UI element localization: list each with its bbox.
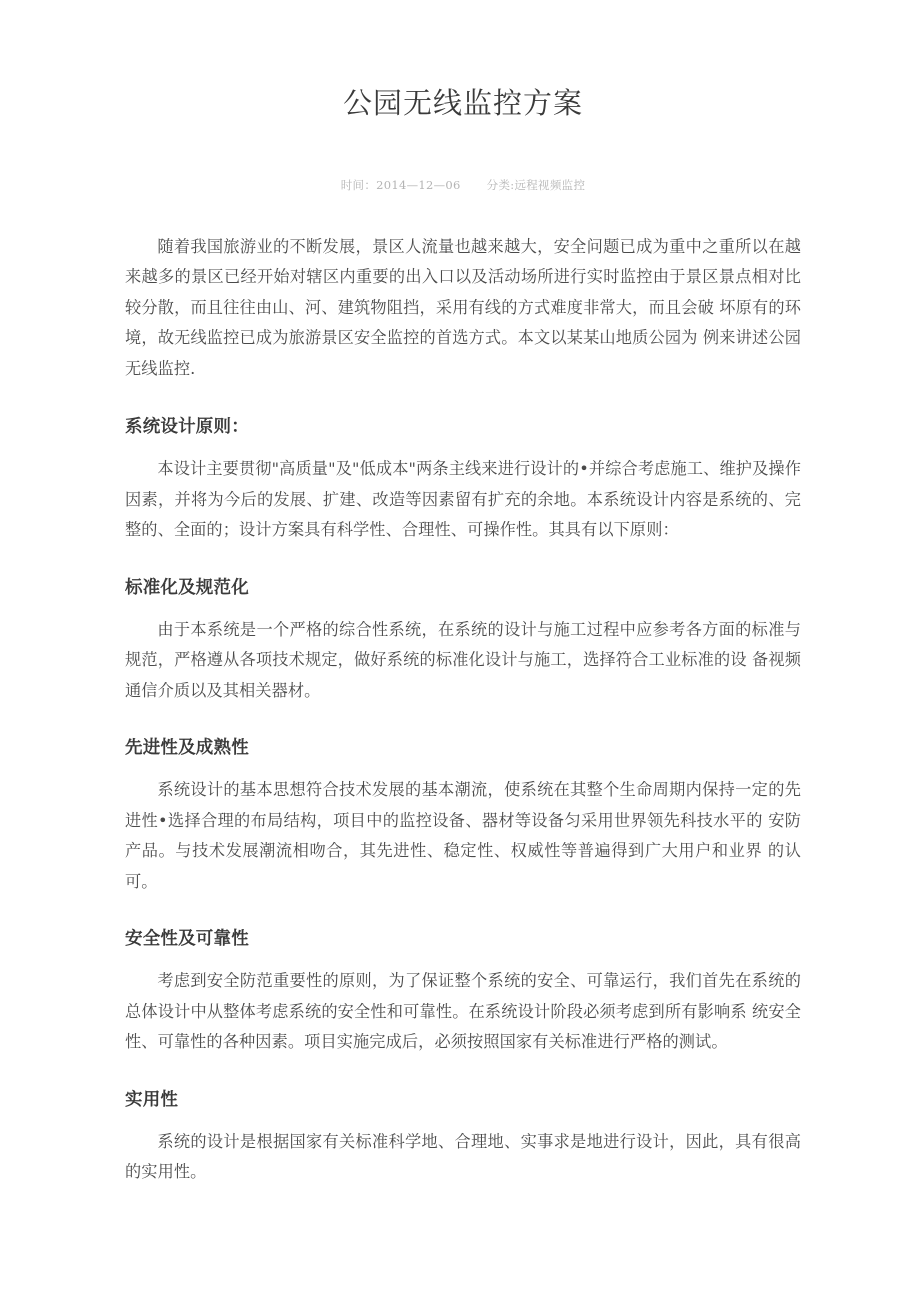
section-paragraph-security-reliability: 考虑到安全防范重要性的原则，为了保证整个系统的安全、可靠运行，我们首先在系统的总体设计中从整体考虑系统的安全性和可靠性。在系统设计阶段必须考虑到所有影响系 统安全性、可靠性的各种因素。项目实施完成后，必须按照国家有关标准进行严格的测试。 (125, 971, 801, 1052)
section-heading-advancement: 先进性及成熟性 (125, 738, 249, 759)
section-heading-security-reliability: 安全性及可靠性 (125, 929, 249, 950)
section-paragraph-practicality: 系统的设计是根据国家有关标准科学地、合理地、实事求是地进行设计，因此，具有很高的实用性。 (125, 1131, 801, 1182)
section-paragraph-standardization: 由于本系统是一个严格的综合性系统，在系统的设计与施工过程中应参考各方面的标准与规范，严格遵从各项技术规定，做好系统的标准化设计与施工，选择符合工业标准的设 备视频通信介质以及其相关器材。 (125, 619, 801, 700)
meta-category: 分类:远程视频监控 (486, 177, 586, 192)
document-meta (125, 121, 801, 193)
section-heading-design-principles: 系统设计原则： (125, 417, 249, 438)
meta-time: 时间：2014—12—06 (340, 177, 461, 192)
section-paragraph-advancement: 系统设计的基本思想符合技术发展的基本潮流，使系统在其整个生命周期内保持一定的先进性•选择合理的布局结构，项目中的监控设备、器材等设备匀采用世界领先科技水平的 安防产品。与技术发展潮流相吻合，其先进性、稳定性、权威性等普遍得到广大用户和业界 的认可。 (125, 780, 801, 891)
section-heading-standardization: 标准化及规范化 (125, 577, 249, 598)
intro-paragraph: 随着我国旅游业的不断发展，景区人流量也越来越大，安全问题已成为重中之重所以在越来越多的景区已经开始对辖区内重要的出入口以及活动场所进行实时监控由于景区景点相对比较分散，而且往往由山、河、建筑物阻挡，采用有线的方式难度非常大，而且会破 坏原有的环境，故无线监控已成为旅游景区安全监控的首选方式。本文以某某山地质公园为 例来讲述公园无线监控. (125, 236, 801, 378)
section-paragraph-design-principles: 本设计主要贯彻"高质量"及"低成本"两条主线来进行设计的•并综合考虑施工、维护及操作因素，并将为今后的发展、扩建、改造等因素留有扩充的余地。本系统设计内容是系统的、完整的、全面的；设计方案具有科学性、合理性、可操作性。其具有以下原则： (125, 459, 801, 540)
section-heading-practicality: 实用性 (125, 1089, 179, 1110)
document-content (125, 0, 801, 1188)
page-title: 公园无线监控方案 (342, 86, 583, 120)
